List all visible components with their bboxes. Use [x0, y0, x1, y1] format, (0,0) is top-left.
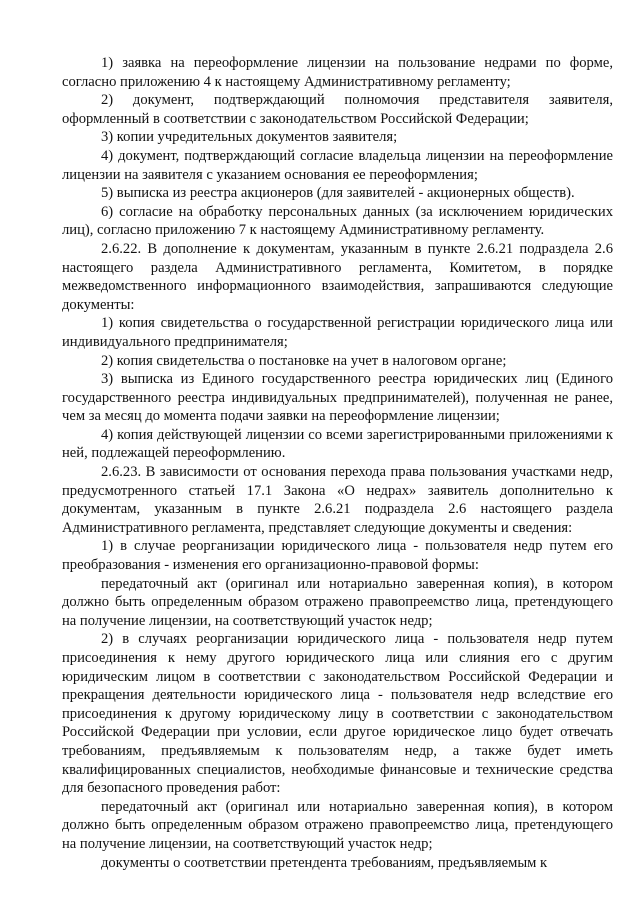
paragraph: 2.6.23. В зависимости от основания перехода права пользования участками недр, предусмотренного статьей 17.1 Закона «О недрах» заявитель дополнительно к документам, указанным в пункте 2.6.21 подраздела 2.6 настоящего раздела Административного регламента, представляет следующие документы и сведения:	[62, 464, 613, 536]
document-page	[62, 54, 613, 872]
paragraph: 3) копии учредительных документов заявителя;	[101, 129, 398, 146]
paragraph: 3) выписка из Единого государственного реестра юридических лиц (Единого государственного реестра индивидуальных предпринимателей), полученная не ранее, чем за месяц до момента подачи заявки на переоформление лицензии;	[62, 371, 613, 425]
paragraph: передаточный акт (оригинал или нотариально заверенная копия), в котором должно быть определенным образом отражено правопреемство лица, претендующего на получение лицензии, на соответствующий участок недр;	[62, 575, 613, 629]
paragraph: 2) в случаях реорганизации юридического лица - пользователя недр путем присоединения к нему другого юридического лица или слияния его с другим юридическим лицом в соответствии с законодательством Российской Федерации и прекращения деятельности юридического лица - пользователя недр вследствие его присоединения к другому юридическому лицу в соответствии с законодательством Российской Федерации при условии, если другое юридическое лицо будет отвечать требованиям, предъявляемым к пользователям недр, а также будет иметь квалифицированных специалистов, необходимые финансовые и технические средства для безопасного проведения работ:	[62, 631, 613, 797]
paragraph: 1) в случае реорганизации юридического лица - пользователя недр путем его преобразования - изменения его организационно-правовой формы:	[62, 538, 613, 574]
paragraph: 5) выписка из реестра акционеров (для заявителей - акционерных обществ).	[101, 185, 575, 202]
paragraph: 4) документ, подтверждающий согласие владельца лицензии на переоформление лицензии на заявителя с указанием основания ее переоформления;	[62, 147, 613, 183]
paragraph: 2) документ, подтверждающий полномочия представителя заявителя, оформленный в соответствии с законодательством Российской Федерации;	[62, 92, 613, 127]
paragraph: документы о соответствии претендента требованиям, предъявляемым к	[101, 854, 548, 871]
paragraph: передаточный акт (оригинал или нотариально заверенная копия), в котором должно быть определенным образом отражено правопреемство лица, претендующего на получение лицензии, на соответствующий участок недр;	[62, 798, 613, 852]
paragraph: 2) копия свидетельства о постановке на учет в налоговом органе;	[101, 352, 507, 369]
paragraph: 4) копия действующей лицензии со всеми зарегистрированными приложениями к ней, подлежащей переоформлению.	[62, 426, 613, 462]
paragraph: 1) заявка на переоформление лицензии на пользование недрами по форме, согласно приложению 4 к настоящему Административному регламенту;	[62, 55, 613, 90]
paragraph: 1) копия свидетельства о государственной регистрации юридического лица или индивидуального предпринимателя;	[62, 315, 613, 350]
paragraph: 6) согласие на обработку персональных данных (за исключением юридических лиц), согласно приложению 7 к настоящему Административному регламенту.	[62, 203, 613, 239]
paragraph: 2.6.22. В дополнение к документам, указанным в пункте 2.6.21 подраздела 2.6 настоящего раздела Административного регламента, Комитетом, в порядке межведомственного информационного взаимодействия, запрашиваются следующие документы:	[62, 240, 613, 313]
